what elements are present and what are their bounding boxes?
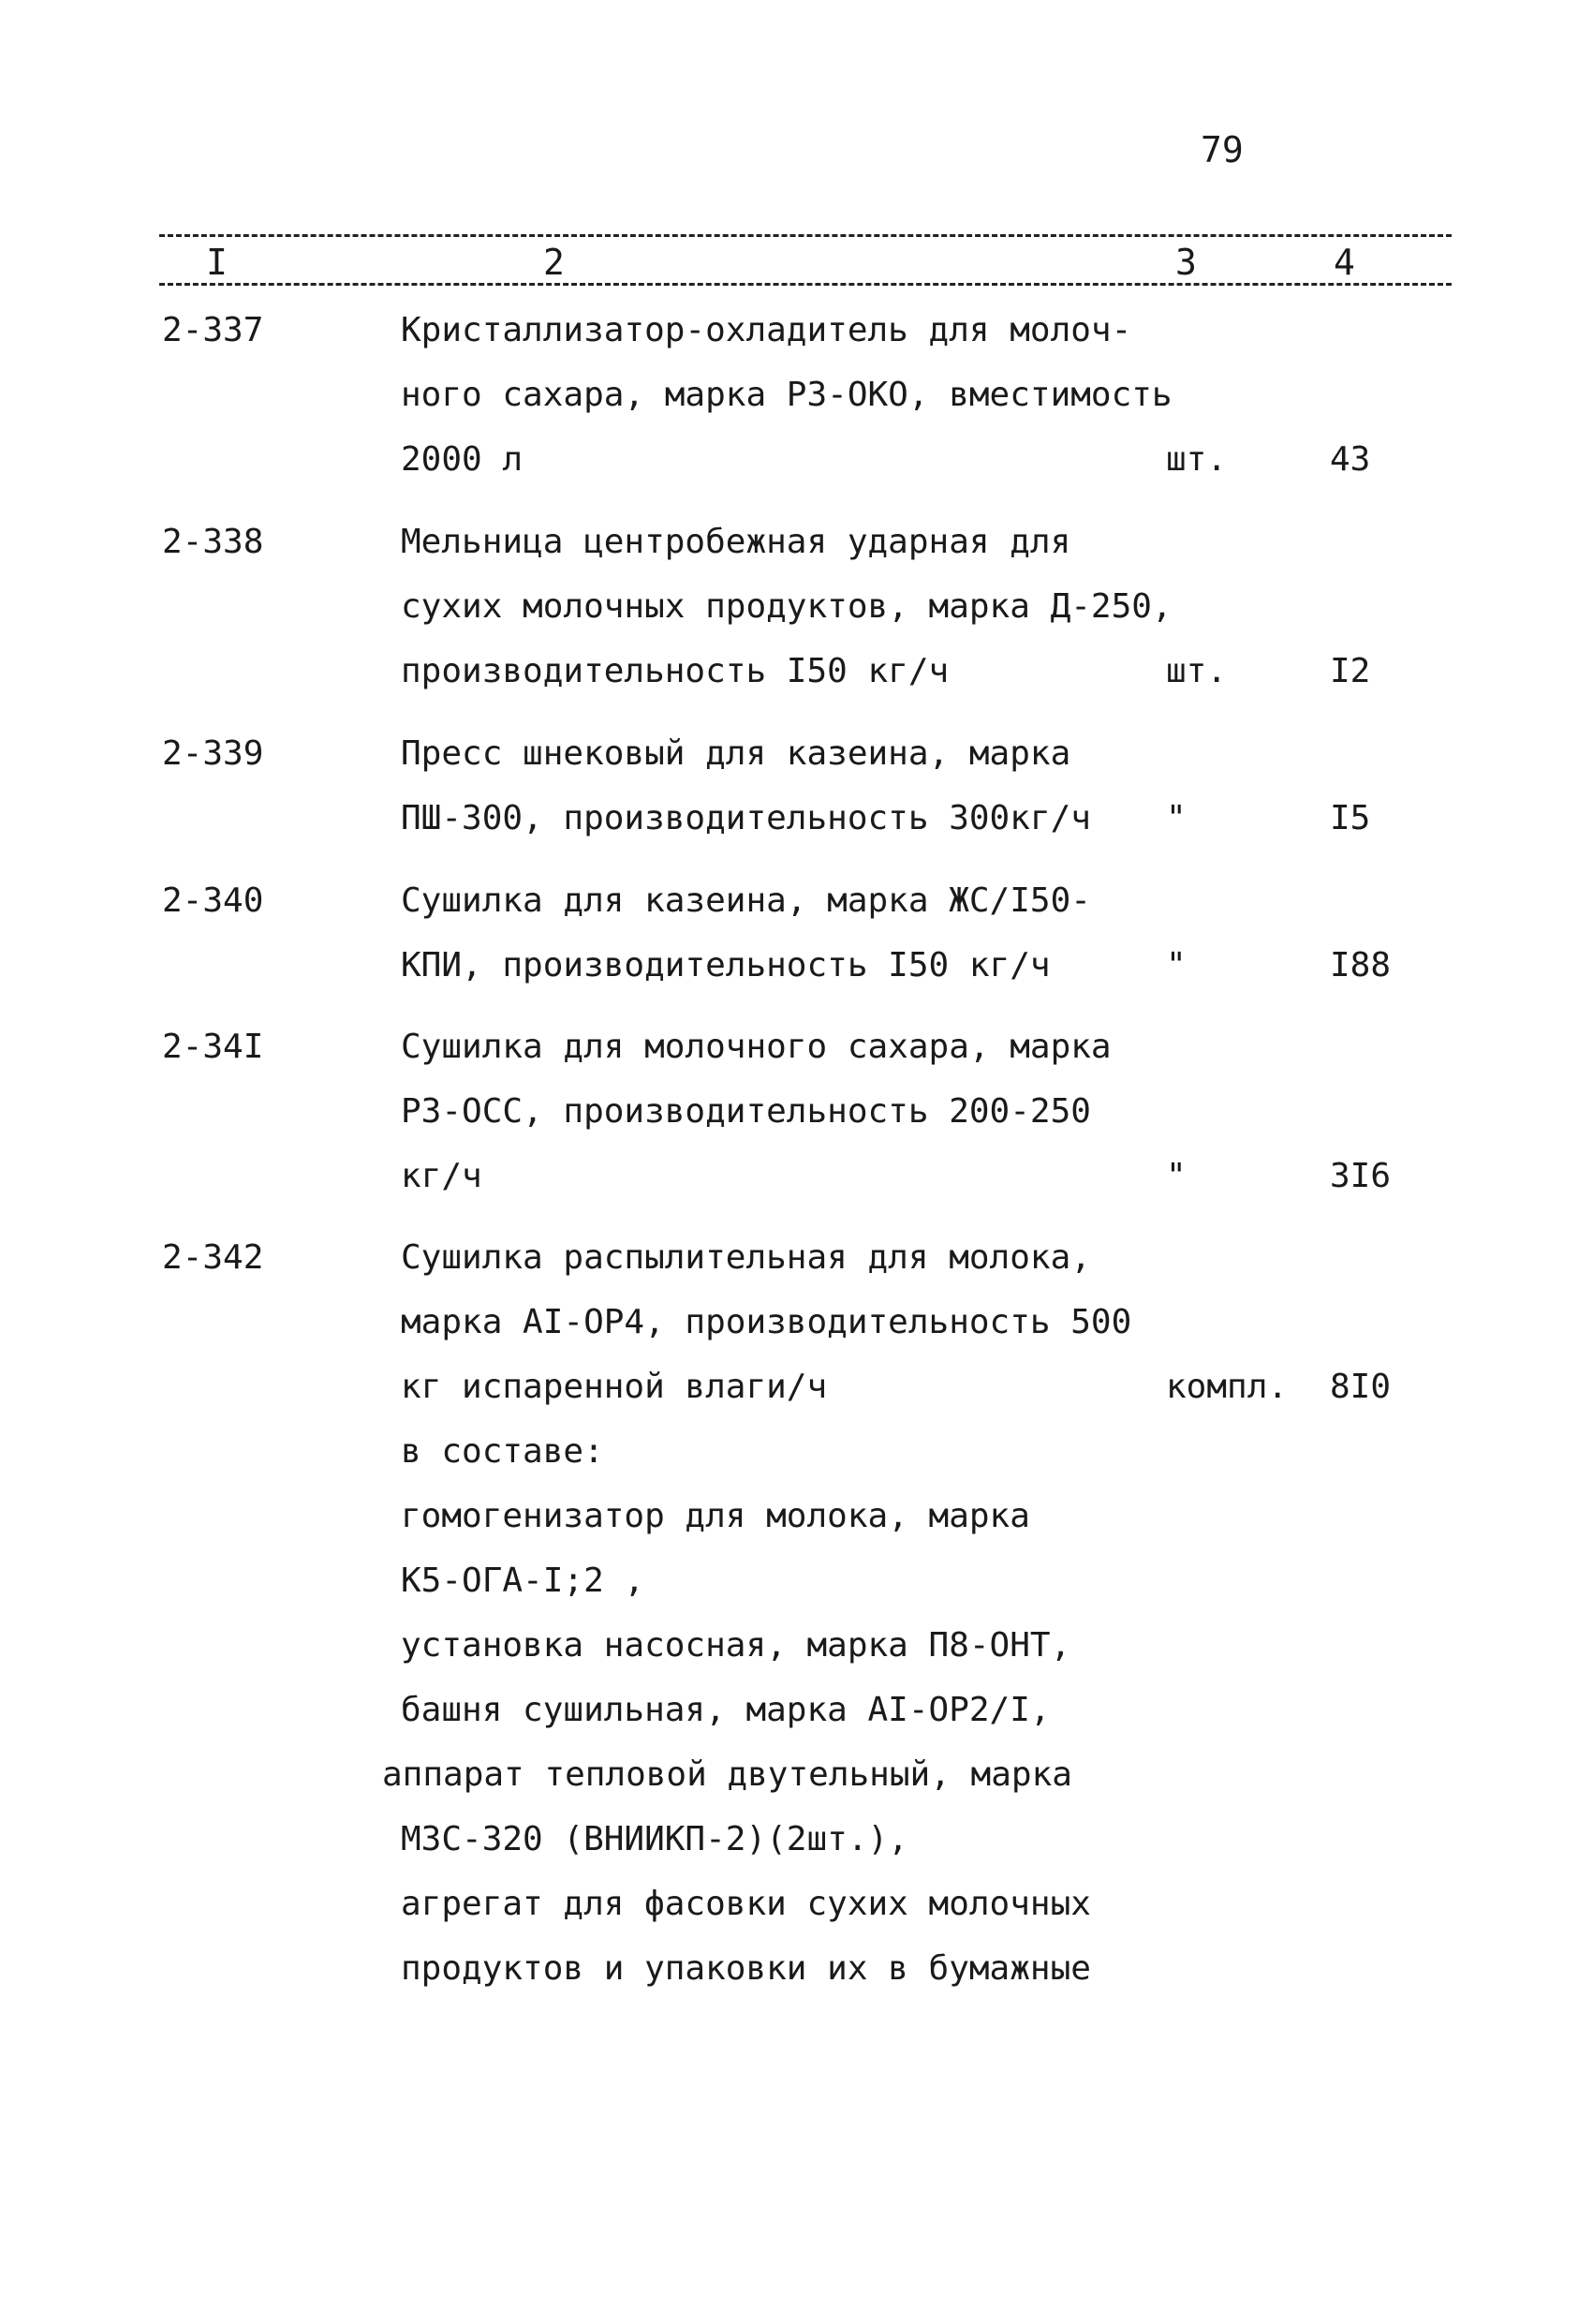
row-quantity: 43 — [1330, 440, 1371, 479]
row-quantity: I5 — [1330, 799, 1371, 837]
header-bottom-rule — [159, 283, 1452, 286]
description-line: КПИ, производительность I50 кг/ч — [401, 946, 1051, 984]
row-code: 2-342 — [162, 1238, 264, 1277]
row-quantity: I2 — [1330, 652, 1371, 690]
row-code: 2-34I — [162, 1028, 264, 1066]
composition-list — [382, 1419, 1091, 2001]
row-code: 2-339 — [162, 734, 264, 773]
composition-item: гомогенизатор для молока, марка — [401, 1497, 1030, 1535]
description-line: Мельница центробежная ударная для — [401, 523, 1071, 561]
row-unit: шт. — [1166, 440, 1228, 479]
row-description — [401, 1225, 1178, 1419]
composition-item: продуктов и упаковки их в бумажные — [401, 1949, 1091, 1988]
description-line: марка AI-OP4, производительность 500 — [401, 1303, 1132, 1341]
composition-item: установка насосная, марка П8-ОНТ, — [401, 1626, 1071, 1665]
row-code: 2-338 — [162, 523, 264, 561]
row-unit: " — [1166, 1157, 1187, 1195]
description-line: сухих молочных продуктов, марка Д-250, — [401, 587, 1173, 626]
description-line: Сушилка для казеина, марка ЖС/I50- — [401, 881, 1091, 920]
row-description — [401, 721, 1178, 851]
page-number: 79 — [1201, 129, 1244, 170]
row-description — [401, 1014, 1178, 1208]
description-line: 2000 л — [401, 440, 524, 479]
composition-item: аппарат тепловой двутельный, марка — [382, 1755, 1072, 1794]
row-code: 2-337 — [162, 311, 264, 349]
row-quantity: 8I0 — [1330, 1368, 1392, 1406]
description-line: кг/ч — [401, 1157, 482, 1195]
column-header-3: 3 — [1175, 242, 1197, 283]
row-quantity: 3I6 — [1330, 1157, 1392, 1195]
composition-item: МЗС-320 (ВНИИКП-2)(2шт.), — [401, 1820, 908, 1858]
row-unit: " — [1166, 799, 1187, 837]
row-quantity: I88 — [1330, 946, 1392, 984]
row-unit: " — [1166, 946, 1187, 984]
description-line: Кристаллизатор-охладитель для молоч- — [401, 311, 1132, 349]
composition-heading: в составе: — [401, 1432, 604, 1471]
column-header-1: I — [206, 242, 228, 283]
row-unit: шт. — [1166, 652, 1228, 690]
row-description — [401, 298, 1178, 492]
description-line: Сушилка распылительная для молока, — [401, 1238, 1091, 1277]
description-line: ПШ-300, производительность 300кг/ч — [401, 799, 1091, 837]
row-code: 2-340 — [162, 881, 264, 920]
composition-item: башня сушильная, марка AI-OP2/I, — [401, 1691, 1051, 1729]
row-description — [401, 868, 1178, 998]
header-top-rule — [159, 234, 1452, 237]
description-line: Сушилка для молочного сахара, марка — [401, 1028, 1112, 1066]
description-line: производительность I50 кг/ч — [401, 652, 950, 690]
description-line: ного сахара, марка РЗ-ОКО, вместимость — [401, 376, 1173, 414]
row-description — [401, 510, 1178, 703]
column-header-2: 2 — [543, 242, 565, 283]
row-unit: компл. — [1166, 1368, 1289, 1406]
composition-item: К5-ОГА-I;2 , — [401, 1562, 645, 1600]
description-line: Пресс шнековый для казеина, марка — [401, 734, 1071, 773]
description-line: РЗ-ОСС, производительность 200-250 — [401, 1092, 1091, 1131]
column-header-4: 4 — [1334, 242, 1355, 283]
description-line: кг испаренной влаги/ч — [401, 1368, 828, 1406]
composition-item: агрегат для фасовки сухих молочных — [401, 1885, 1091, 1923]
